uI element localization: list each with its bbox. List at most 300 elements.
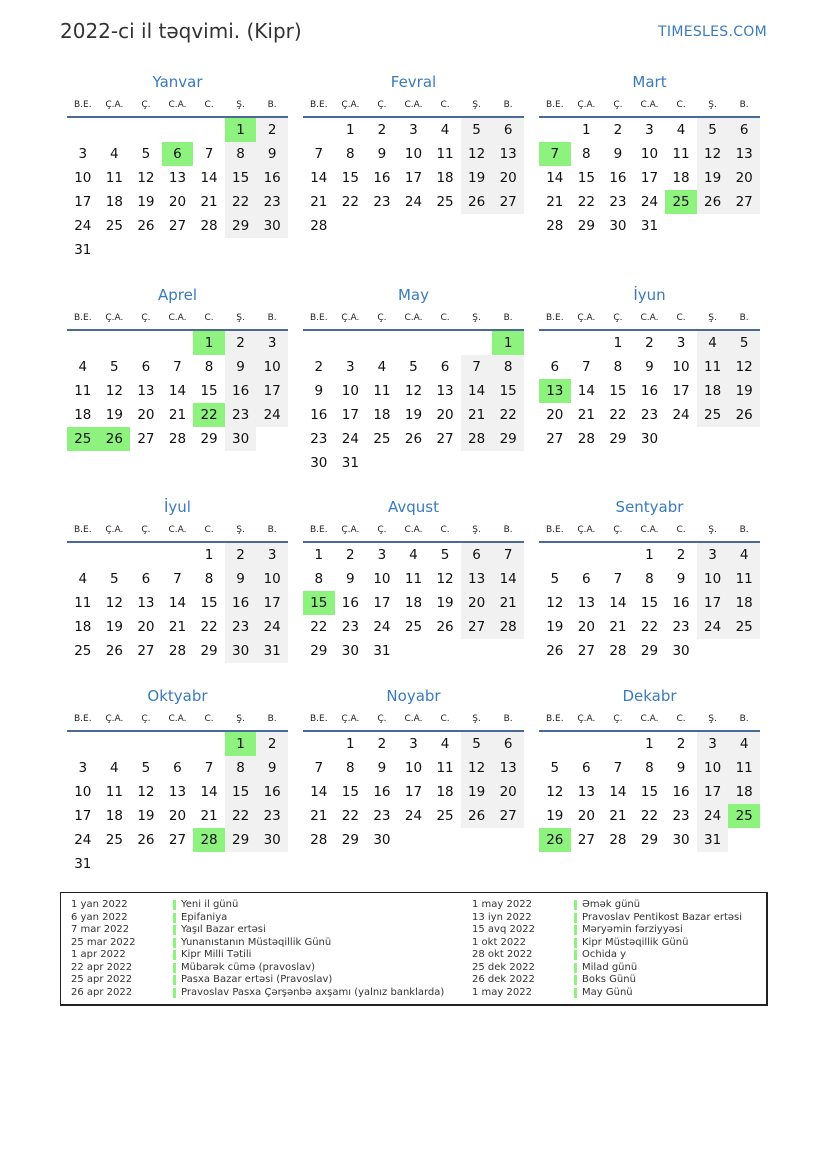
day-cell[interactable]: 7	[582, 359, 591, 375]
day-cell[interactable]: 13	[577, 595, 595, 611]
day-cell[interactable]: 9	[256, 756, 288, 780]
day-cell[interactable]: 31	[256, 639, 288, 663]
day-cell[interactable]: 22	[225, 190, 257, 214]
day-cell[interactable]: 18	[74, 619, 92, 635]
day-cell[interactable]: 2	[225, 331, 257, 355]
day-cell[interactable]: 29	[200, 643, 218, 659]
day-cell[interactable]: 28	[577, 431, 595, 447]
day-cell[interactable]: 24	[373, 619, 391, 635]
day-cell[interactable]: 11	[697, 355, 729, 379]
day-cell[interactable]: 14	[168, 595, 187, 611]
day-cell[interactable]: 27	[137, 431, 155, 447]
day-cell[interactable]: 18	[697, 379, 729, 403]
day-cell[interactable]: 8	[492, 355, 524, 379]
day-cell[interactable]: 13	[492, 756, 524, 780]
day-cell[interactable]: 13	[461, 567, 493, 591]
day-cell[interactable]: 26	[697, 190, 729, 214]
day-cell[interactable]: 16	[373, 170, 391, 186]
day-cell[interactable]: 26	[461, 190, 493, 214]
day-cell[interactable]: 1	[204, 547, 214, 563]
day-cell[interactable]: 2	[225, 543, 257, 567]
day-cell[interactable]: 7	[314, 760, 324, 776]
day-cell[interactable]: 5	[697, 118, 729, 142]
day-cell[interactable]: 27	[546, 431, 564, 447]
day-cell[interactable]: 8	[346, 146, 355, 162]
day-cell[interactable]: 15	[640, 595, 659, 611]
day-cell[interactable]: 18	[728, 780, 760, 804]
day-cell[interactable]: 30	[225, 427, 257, 451]
day-cell[interactable]: 12	[105, 595, 123, 611]
day-cell[interactable]: 20	[168, 194, 187, 210]
site-link[interactable]: TIMESLES.COM	[658, 24, 767, 40]
day-cell[interactable]: 19	[461, 166, 493, 190]
day-cell[interactable]: 5	[141, 760, 151, 776]
day-cell[interactable]: 29	[200, 431, 218, 447]
day-cell[interactable]: 17	[640, 170, 659, 186]
day-cell[interactable]: 18	[105, 808, 123, 824]
day-cell[interactable]: 30	[256, 214, 288, 238]
day-cell[interactable]: 28	[310, 218, 328, 234]
day-cell[interactable]: 14	[609, 784, 627, 800]
day-cell[interactable]: 16	[341, 595, 359, 611]
day-cell[interactable]: 25	[436, 808, 454, 824]
day-cell[interactable]: 21	[200, 194, 218, 210]
day-cell[interactable]: 2	[613, 122, 623, 138]
day-cell[interactable]: 31	[373, 643, 391, 659]
day-cell[interactable]: 24	[256, 615, 288, 639]
day-cell[interactable]: 10	[404, 760, 423, 776]
day-cell[interactable]: 9	[676, 760, 686, 776]
day-cell[interactable]: 29	[492, 427, 524, 451]
day-cell[interactable]: 12	[105, 383, 123, 399]
day-cell[interactable]: 30	[373, 832, 391, 848]
day-cell[interactable]: 8	[582, 146, 591, 162]
day-cell[interactable]: 3	[697, 732, 729, 756]
day-cell[interactable]: 8	[645, 760, 654, 776]
day-cell[interactable]: 20	[137, 619, 155, 635]
day-cell[interactable]: 5	[461, 118, 493, 142]
day-cell[interactable]: 30	[225, 639, 257, 663]
day-cell[interactable]: 24	[672, 407, 690, 423]
day-cell[interactable]: 21	[310, 194, 328, 210]
day-cell[interactable]: 12	[404, 383, 423, 399]
day-cell[interactable]: 18	[672, 170, 690, 186]
day-cell[interactable]: 11	[74, 595, 92, 611]
day-cell[interactable]: 4	[697, 331, 729, 355]
day-cell[interactable]: 15	[577, 170, 595, 186]
holiday-day-cell[interactable]: 26	[539, 828, 571, 852]
day-cell[interactable]: 4	[728, 732, 760, 756]
day-cell[interactable]: 22	[225, 804, 257, 828]
day-cell[interactable]: 14	[310, 170, 328, 186]
day-cell[interactable]: 20	[492, 780, 524, 804]
day-cell[interactable]: 11	[436, 760, 454, 776]
day-cell[interactable]: 9	[377, 760, 387, 776]
day-cell[interactable]: 4	[409, 547, 418, 563]
day-cell[interactable]: 26	[546, 643, 564, 659]
day-cell[interactable]: 5	[461, 732, 493, 756]
day-cell[interactable]: 23	[373, 808, 391, 824]
day-cell[interactable]: 27	[168, 832, 187, 848]
day-cell[interactable]: 19	[137, 194, 155, 210]
day-cell[interactable]: 15	[341, 784, 359, 800]
day-cell[interactable]: 12	[137, 170, 155, 186]
holiday-day-cell[interactable]: 25	[665, 190, 697, 214]
day-cell[interactable]: 28	[461, 427, 493, 451]
day-cell[interactable]: 31	[640, 218, 659, 234]
day-cell[interactable]: 23	[225, 403, 257, 427]
day-cell[interactable]: 20	[577, 619, 595, 635]
day-cell[interactable]: 17	[256, 591, 288, 615]
day-cell[interactable]: 11	[105, 170, 123, 186]
day-cell[interactable]: 30	[256, 828, 288, 852]
day-cell[interactable]: 31	[74, 856, 92, 872]
day-cell[interactable]: 6	[492, 732, 524, 756]
day-cell[interactable]: 17	[404, 784, 423, 800]
day-cell[interactable]: 27	[492, 190, 524, 214]
day-cell[interactable]: 3	[78, 146, 88, 162]
day-cell[interactable]: 10	[74, 784, 92, 800]
day-cell[interactable]: 21	[546, 194, 564, 210]
day-cell[interactable]: 21	[609, 808, 627, 824]
day-cell[interactable]: 25	[74, 643, 92, 659]
day-cell[interactable]: 21	[200, 808, 218, 824]
day-cell[interactable]: 29	[577, 218, 595, 234]
day-cell[interactable]: 16	[256, 780, 288, 804]
day-cell[interactable]: 25	[404, 619, 423, 635]
holiday-day-cell[interactable]: 1	[193, 331, 225, 355]
day-cell[interactable]: 9	[225, 567, 257, 591]
day-cell[interactable]: 24	[404, 194, 423, 210]
day-cell[interactable]: 1	[645, 736, 654, 752]
holiday-day-cell[interactable]: 6	[162, 142, 194, 166]
day-cell[interactable]: 29	[225, 214, 257, 238]
day-cell[interactable]: 28	[609, 643, 627, 659]
day-cell[interactable]: 2	[645, 335, 654, 351]
day-cell[interactable]: 7	[204, 146, 214, 162]
day-cell[interactable]: 29	[310, 643, 328, 659]
day-cell[interactable]: 23	[609, 194, 627, 210]
day-cell[interactable]: 16	[640, 383, 659, 399]
day-cell[interactable]: 20	[461, 591, 493, 615]
day-cell[interactable]: 11	[105, 784, 123, 800]
day-cell[interactable]: 25	[436, 194, 454, 210]
day-cell[interactable]: 5	[110, 571, 119, 587]
day-cell[interactable]: 28	[492, 615, 524, 639]
day-cell[interactable]: 4	[440, 122, 450, 138]
day-cell[interactable]: 13	[137, 595, 155, 611]
day-cell[interactable]: 10	[373, 571, 391, 587]
day-cell[interactable]: 26	[137, 218, 155, 234]
day-cell[interactable]: 15	[225, 166, 257, 190]
day-cell[interactable]: 8	[613, 359, 623, 375]
day-cell[interactable]: 14	[461, 379, 493, 403]
day-cell[interactable]: 21	[168, 619, 187, 635]
day-cell[interactable]: 28	[310, 832, 328, 848]
day-cell[interactable]: 8	[204, 359, 214, 375]
day-cell[interactable]: 11	[404, 571, 423, 587]
day-cell[interactable]: 23	[640, 407, 659, 423]
day-cell[interactable]: 10	[256, 355, 288, 379]
day-cell[interactable]: 3	[697, 543, 729, 567]
day-cell[interactable]: 18	[436, 170, 454, 186]
day-cell[interactable]: 4	[728, 543, 760, 567]
day-cell[interactable]: 27	[461, 615, 493, 639]
day-cell[interactable]: 7	[461, 355, 493, 379]
day-cell[interactable]: 10	[697, 567, 729, 591]
day-cell[interactable]: 2	[676, 547, 686, 563]
day-cell[interactable]: 16	[310, 407, 328, 423]
day-cell[interactable]: 13	[168, 784, 187, 800]
day-cell[interactable]: 23	[310, 431, 328, 447]
day-cell[interactable]: 27	[577, 832, 595, 848]
day-cell[interactable]: 11	[672, 146, 690, 162]
day-cell[interactable]: 22	[609, 407, 627, 423]
day-cell[interactable]: 24	[404, 808, 423, 824]
day-cell[interactable]: 17	[697, 591, 729, 615]
day-cell[interactable]: 1	[346, 736, 355, 752]
day-cell[interactable]: 17	[74, 808, 92, 824]
day-cell[interactable]: 23	[672, 808, 690, 824]
day-cell[interactable]: 26	[137, 832, 155, 848]
day-cell[interactable]: 6	[440, 359, 450, 375]
day-cell[interactable]: 13	[577, 784, 595, 800]
day-cell[interactable]: 28	[168, 643, 187, 659]
day-cell[interactable]: 18	[373, 407, 391, 423]
day-cell[interactable]: 14	[310, 784, 328, 800]
day-cell[interactable]: 3	[645, 122, 654, 138]
day-cell[interactable]: 1	[645, 547, 654, 563]
day-cell[interactable]: 5	[728, 331, 760, 355]
day-cell[interactable]: 13	[168, 170, 187, 186]
day-cell[interactable]: 9	[225, 355, 257, 379]
day-cell[interactable]: 9	[645, 359, 654, 375]
day-cell[interactable]: 15	[225, 780, 257, 804]
day-cell[interactable]: 20	[436, 407, 454, 423]
day-cell[interactable]: 19	[105, 407, 123, 423]
day-cell[interactable]: 18	[728, 591, 760, 615]
day-cell[interactable]: 26	[461, 804, 493, 828]
day-cell[interactable]: 24	[74, 832, 92, 848]
day-cell[interactable]: 8	[225, 756, 257, 780]
day-cell[interactable]: 31	[74, 242, 92, 258]
day-cell[interactable]: 30	[341, 643, 359, 659]
day-cell[interactable]: 16	[225, 379, 257, 403]
day-cell[interactable]: 6	[728, 118, 760, 142]
day-cell[interactable]: 8	[225, 142, 257, 166]
day-cell[interactable]: 10	[256, 567, 288, 591]
day-cell[interactable]: 22	[341, 808, 359, 824]
day-cell[interactable]: 10	[404, 146, 423, 162]
day-cell[interactable]: 23	[225, 615, 257, 639]
day-cell[interactable]: 19	[105, 619, 123, 635]
day-cell[interactable]: 14	[577, 383, 595, 399]
day-cell[interactable]: 17	[672, 383, 690, 399]
day-cell[interactable]: 2	[314, 359, 324, 375]
day-cell[interactable]: 3	[409, 736, 418, 752]
day-cell[interactable]: 4	[377, 359, 387, 375]
day-cell[interactable]: 20	[728, 166, 760, 190]
day-cell[interactable]: 12	[546, 595, 564, 611]
day-cell[interactable]: 4	[78, 571, 88, 587]
day-cell[interactable]: 16	[672, 784, 690, 800]
day-cell[interactable]: 24	[697, 804, 729, 828]
day-cell[interactable]: 16	[225, 591, 257, 615]
day-cell[interactable]: 9	[346, 571, 355, 587]
day-cell[interactable]: 29	[640, 643, 659, 659]
day-cell[interactable]: 27	[577, 643, 595, 659]
day-cell[interactable]: 12	[137, 784, 155, 800]
day-cell[interactable]: 30	[310, 455, 328, 471]
day-cell[interactable]: 2	[256, 118, 288, 142]
day-cell[interactable]: 5	[550, 571, 560, 587]
day-cell[interactable]: 24	[74, 218, 92, 234]
day-cell[interactable]: 23	[256, 190, 288, 214]
day-cell[interactable]: 20	[137, 407, 155, 423]
day-cell[interactable]: 9	[314, 383, 324, 399]
day-cell[interactable]: 14	[492, 567, 524, 591]
day-cell[interactable]: 4	[440, 736, 450, 752]
day-cell[interactable]: 7	[613, 760, 623, 776]
holiday-day-cell[interactable]: 22	[193, 403, 225, 427]
day-cell[interactable]: 8	[346, 760, 355, 776]
day-cell[interactable]: 5	[550, 760, 560, 776]
day-cell[interactable]: 12	[697, 142, 729, 166]
day-cell[interactable]: 6	[141, 359, 151, 375]
day-cell[interactable]: 3	[256, 331, 288, 355]
day-cell[interactable]: 12	[461, 142, 493, 166]
day-cell[interactable]: 11	[728, 756, 760, 780]
day-cell[interactable]: 23	[373, 194, 391, 210]
day-cell[interactable]: 21	[609, 619, 627, 635]
day-cell[interactable]: 18	[404, 595, 423, 611]
day-cell[interactable]: 27	[168, 218, 187, 234]
day-cell[interactable]: 2	[346, 547, 355, 563]
day-cell[interactable]: 8	[204, 571, 214, 587]
day-cell[interactable]: 17	[697, 780, 729, 804]
day-cell[interactable]: 2	[377, 122, 387, 138]
day-cell[interactable]: 19	[728, 379, 760, 403]
day-cell[interactable]: 8	[645, 571, 654, 587]
day-cell[interactable]: 26	[728, 403, 760, 427]
day-cell[interactable]: 27	[728, 190, 760, 214]
day-cell[interactable]: 20	[546, 407, 564, 423]
day-cell[interactable]: 3	[409, 122, 418, 138]
day-cell[interactable]: 20	[577, 808, 595, 824]
day-cell[interactable]: 4	[78, 359, 88, 375]
holiday-day-cell[interactable]: 25	[67, 427, 99, 451]
day-cell[interactable]: 31	[697, 828, 729, 852]
day-cell[interactable]: 22	[640, 808, 659, 824]
day-cell[interactable]: 1	[346, 122, 355, 138]
day-cell[interactable]: 19	[436, 595, 454, 611]
day-cell[interactable]: 28	[609, 832, 627, 848]
day-cell[interactable]: 19	[546, 808, 564, 824]
holiday-day-cell[interactable]: 28	[193, 828, 225, 852]
day-cell[interactable]: 12	[461, 756, 493, 780]
day-cell[interactable]: 14	[609, 595, 627, 611]
day-cell[interactable]: 13	[137, 383, 155, 399]
day-cell[interactable]: 17	[74, 194, 92, 210]
day-cell[interactable]: 2	[676, 736, 686, 752]
day-cell[interactable]: 22	[640, 619, 659, 635]
day-cell[interactable]: 17	[341, 407, 359, 423]
day-cell[interactable]: 6	[173, 760, 182, 776]
day-cell[interactable]: 23	[256, 804, 288, 828]
holiday-day-cell[interactable]: 25	[728, 804, 760, 828]
day-cell[interactable]: 21	[168, 407, 187, 423]
day-cell[interactable]: 4	[110, 146, 119, 162]
day-cell[interactable]: 6	[550, 359, 560, 375]
day-cell[interactable]: 20	[168, 808, 187, 824]
day-cell[interactable]: 21	[461, 403, 493, 427]
day-cell[interactable]: 11	[436, 146, 454, 162]
day-cell[interactable]: 20	[492, 166, 524, 190]
day-cell[interactable]: 5	[141, 146, 151, 162]
day-cell[interactable]: 31	[341, 455, 359, 471]
day-cell[interactable]: 15	[341, 170, 359, 186]
day-cell[interactable]: 24	[256, 403, 288, 427]
day-cell[interactable]: 25	[697, 403, 729, 427]
day-cell[interactable]: 12	[436, 571, 454, 587]
holiday-day-cell[interactable]: 7	[539, 142, 571, 166]
day-cell[interactable]: 7	[613, 571, 623, 587]
day-cell[interactable]: 5	[110, 359, 119, 375]
day-cell[interactable]: 24	[697, 615, 729, 639]
day-cell[interactable]: 16	[256, 166, 288, 190]
day-cell[interactable]: 18	[105, 194, 123, 210]
day-cell[interactable]: 7	[173, 571, 182, 587]
day-cell[interactable]: 11	[728, 567, 760, 591]
day-cell[interactable]: 3	[676, 335, 686, 351]
day-cell[interactable]: 21	[577, 407, 595, 423]
day-cell[interactable]: 23	[341, 619, 359, 635]
day-cell[interactable]: 30	[672, 832, 690, 848]
day-cell[interactable]: 1	[314, 547, 324, 563]
day-cell[interactable]: 25	[373, 431, 391, 447]
day-cell[interactable]: 29	[609, 431, 627, 447]
day-cell[interactable]: 30	[672, 643, 690, 659]
day-cell[interactable]: 22	[341, 194, 359, 210]
day-cell[interactable]: 4	[676, 122, 686, 138]
day-cell[interactable]: 13	[436, 383, 454, 399]
day-cell[interactable]: 10	[697, 756, 729, 780]
day-cell[interactable]: 19	[461, 780, 493, 804]
day-cell[interactable]: 15	[200, 383, 218, 399]
day-cell[interactable]: 3	[78, 760, 88, 776]
day-cell[interactable]: 15	[609, 383, 627, 399]
day-cell[interactable]: 10	[640, 146, 659, 162]
day-cell[interactable]: 24	[640, 194, 659, 210]
day-cell[interactable]: 7	[173, 359, 182, 375]
day-cell[interactable]: 10	[341, 383, 359, 399]
day-cell[interactable]: 21	[310, 808, 328, 824]
day-cell[interactable]: 30	[640, 431, 659, 447]
day-cell[interactable]: 22	[492, 403, 524, 427]
day-cell[interactable]: 22	[577, 194, 595, 210]
day-cell[interactable]: 13	[728, 142, 760, 166]
day-cell[interactable]: 15	[200, 595, 218, 611]
day-cell[interactable]: 19	[546, 619, 564, 635]
day-cell[interactable]: 28	[168, 431, 187, 447]
day-cell[interactable]: 15	[492, 379, 524, 403]
day-cell[interactable]: 12	[546, 784, 564, 800]
day-cell[interactable]: 17	[404, 170, 423, 186]
day-cell[interactable]: 10	[672, 359, 690, 375]
day-cell[interactable]: 19	[697, 166, 729, 190]
day-cell[interactable]: 6	[492, 118, 524, 142]
day-cell[interactable]: 29	[640, 832, 659, 848]
